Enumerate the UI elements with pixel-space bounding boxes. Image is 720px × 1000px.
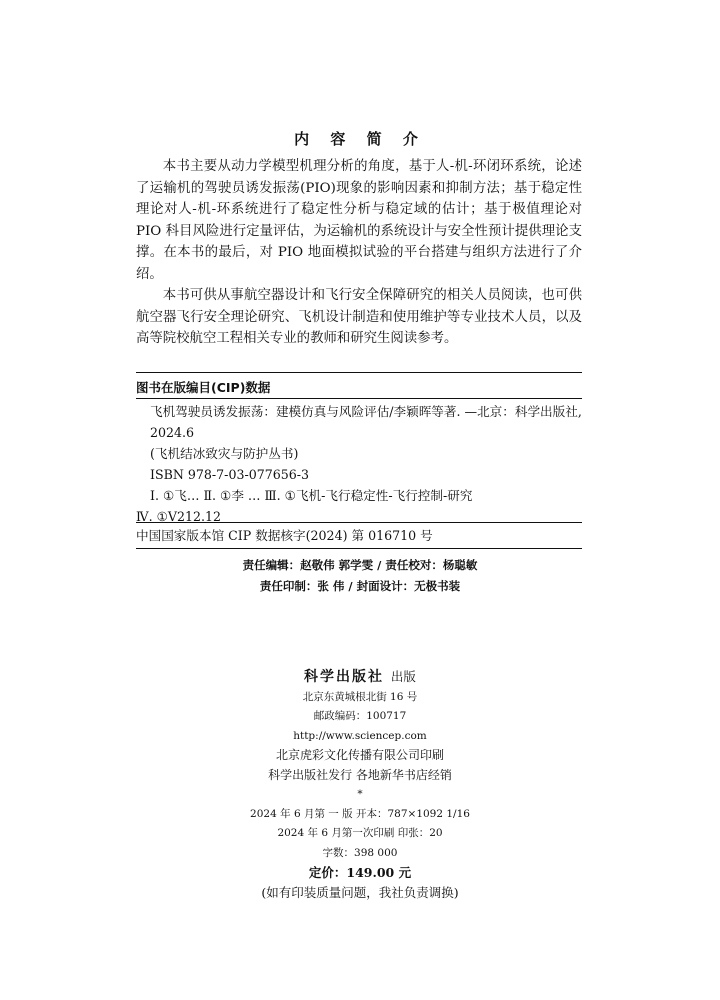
cip-isbn-line: ISBN 978-7-03-077656-3 [150, 467, 310, 482]
editors-line: 责任编辑：赵敬伟 郭学雯 / 责任校对：杨聪敏 [242, 558, 478, 572]
price: 定价：149.00 元 [308, 865, 412, 880]
content-summary-title: 内 容 简 介 [294, 130, 426, 148]
edition-line: 2024 年 6 月第 一 版 开本：787×1092 1/16 [250, 807, 470, 820]
cip-bottom-rule [136, 548, 582, 549]
cip-record-number: 中国国家版本馆 CIP 数据核字(2024) 第 016710 号 [136, 528, 433, 543]
cip-heading-rule [136, 398, 582, 399]
cip-class-number-line: Ⅳ. ①V212.12 [136, 509, 222, 524]
publisher-url: http://www.sciencep.com [293, 729, 427, 742]
quality-note: (如有印装质量问题，我社负责调换) [261, 884, 459, 900]
cip-classification-line: Ⅰ. ①飞… Ⅱ. ①李 … Ⅲ. ①飞机-飞行稳定性-飞行控制-研究 [150, 488, 473, 503]
cip-divider-rule [136, 522, 582, 523]
publisher-address: 北京东黄城根北街 16 号 [302, 690, 418, 703]
printer: 北京虎彩文化传播有限公司印刷 [275, 748, 444, 762]
publisher-name [0, 667, 720, 688]
distribution: 科学出版社发行 各地新华书店经销 [268, 767, 452, 782]
content-summary [136, 156, 582, 350]
publisher-logotype: 科学出版社 [304, 669, 385, 685]
publisher-suffix: 出版 [390, 669, 416, 684]
cip-heading: 图书在版编目(CIP)数据 [136, 380, 271, 395]
cip-record [136, 401, 582, 527]
publication-info [0, 667, 720, 902]
production-line: 责任印制：张 伟 / 封面设计：无极书装 [259, 579, 461, 593]
cip-series-line: (飞机结冰致灾与防护丛书) [150, 446, 299, 461]
summary-paragraph: 本书可供从事航空器设计和飞行安全保障研究的相关人员阅读，也可供航空器飞行安全理论研究、飞机设计制造和使用维护等专业技术人员，以及高等院校航空工程相关专业的教师和研究生阅读参考。 [136, 288, 582, 346]
summary-paragraph: 本书主要从动力学模型机理分析的角度，基于人-机-环闭环系统，论述了运输机的驾驶员诱发振荡(PIO)现象的影响因素和抑制方法；基于稳定性理论对人-机-环系统进行了稳定性分析与稳定域的估计；基于极值理论对 PIO 科目风险进行定量评估，为运输机的系统设计与安全性预计提供理论支撑。在本书的最后，对 PIO 地面模拟试验的平台搭建与组织方法进行了介绍。 [136, 159, 582, 282]
word-count: 字数：398 000 [322, 846, 398, 859]
cip-top-rule [136, 372, 582, 373]
postcode: 邮政编码：100717 [313, 710, 407, 722]
cip-title-line: 飞机驾驶员诱发振荡：建模仿真与风险评估/李颖晖等著. —北京：科学出版社, 2024.6 [150, 404, 582, 440]
separator-asterisk: * [357, 788, 363, 800]
printing-line: 2024 年 6 月第一次印刷 印张：20 [277, 827, 443, 839]
